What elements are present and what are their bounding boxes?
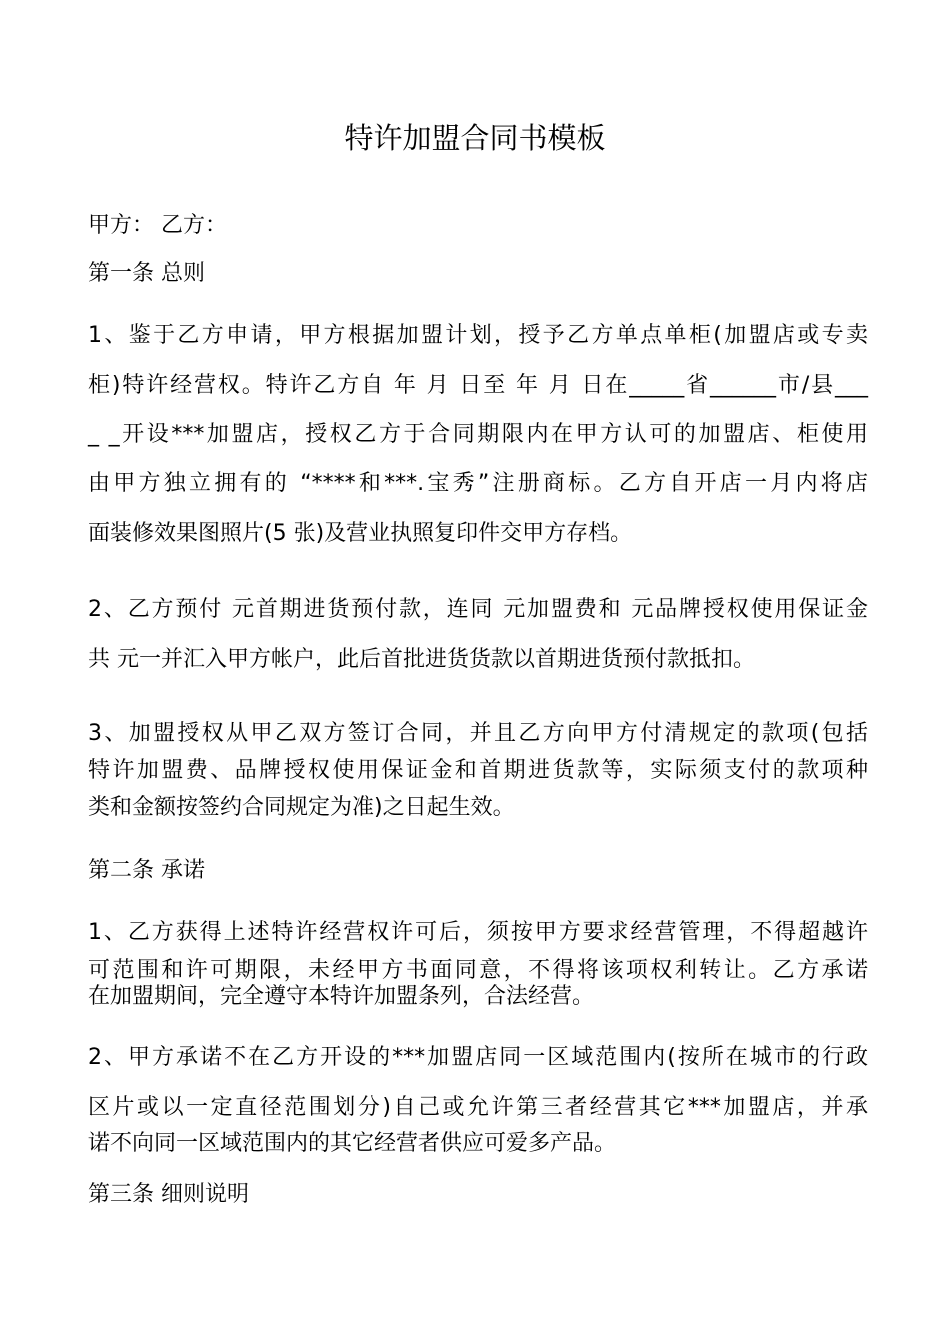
article1-clause3-line: 特许加盟费、品牌授权使用保证金和首期进货款等，实际须支付的款项种: [88, 758, 868, 783]
article2-clause1-line: 可范围和许可期限，未经甲方书面同意，不得将该项权利转让。乙方承诺: [88, 958, 868, 983]
article1-heading: 第一条 总则: [88, 261, 205, 286]
article2-clause1-line: 在加盟期间，完全遵守本特许加盟条列，合法经营。: [88, 984, 595, 1009]
article1-clause1-line: 面装修效果图照片(5 张)及营业执照复印件交甲方存档。: [88, 521, 633, 546]
article1-clause1-line: 柜)特许经营权。特许乙方自 年 月 日至 年 月 日在_____省______市/县___: [88, 373, 868, 398]
article2-heading: 第二条 承诺: [88, 858, 205, 883]
article2-clause1-line: 1、乙方获得上述特许经营权许可后，须按甲方要求经营管理，不得超越许: [88, 920, 868, 945]
article1-clause2-line: 2、乙方预付 元首期进货预付款，连同 元加盟费和 元品牌授权使用保证金: [88, 597, 868, 622]
article1-clause2-line: 共 元一并汇入甲方帐户，此后首批进货货款以首期进货预付款抵扣。: [88, 647, 755, 672]
article3-heading: 第三条 细则说明: [88, 1182, 249, 1207]
article1-clause1-line: 由甲方独立拥有的 “****和***.宝秀”注册商标。乙方自开店一月内将店: [88, 471, 868, 496]
parties-line: 甲方： 乙方：: [88, 213, 227, 238]
article1-clause1-line: 1、鉴于乙方申请，甲方根据加盟计划，授予乙方单点单柜(加盟店或专卖: [88, 323, 868, 348]
document-title: 特许加盟合同书模板: [344, 121, 606, 155]
article1-clause3-line: 类和金额按签约合同规定为准)之日起生效。: [88, 795, 515, 820]
article1-clause1-line: _ _开设***加盟店，授权乙方于合同期限内在甲方认可的加盟店、柜使用: [88, 422, 868, 447]
article2-clause2-line: 诺不向同一区域范围内的其它经营者供应可爱多产品。: [88, 1131, 617, 1156]
article2-clause2-line: 区片或以一定直径范围划分)自己或允许第三者经营其它***加盟店，并承: [88, 1095, 868, 1120]
article1-clause3-line: 3、加盟授权从甲乙双方签订合同，并且乙方向甲方付清规定的款项(包括: [88, 721, 868, 746]
article2-clause2-line: 2、甲方承诺不在乙方开设的***加盟店同一区域范围内(按所在城市的行政: [88, 1045, 868, 1070]
